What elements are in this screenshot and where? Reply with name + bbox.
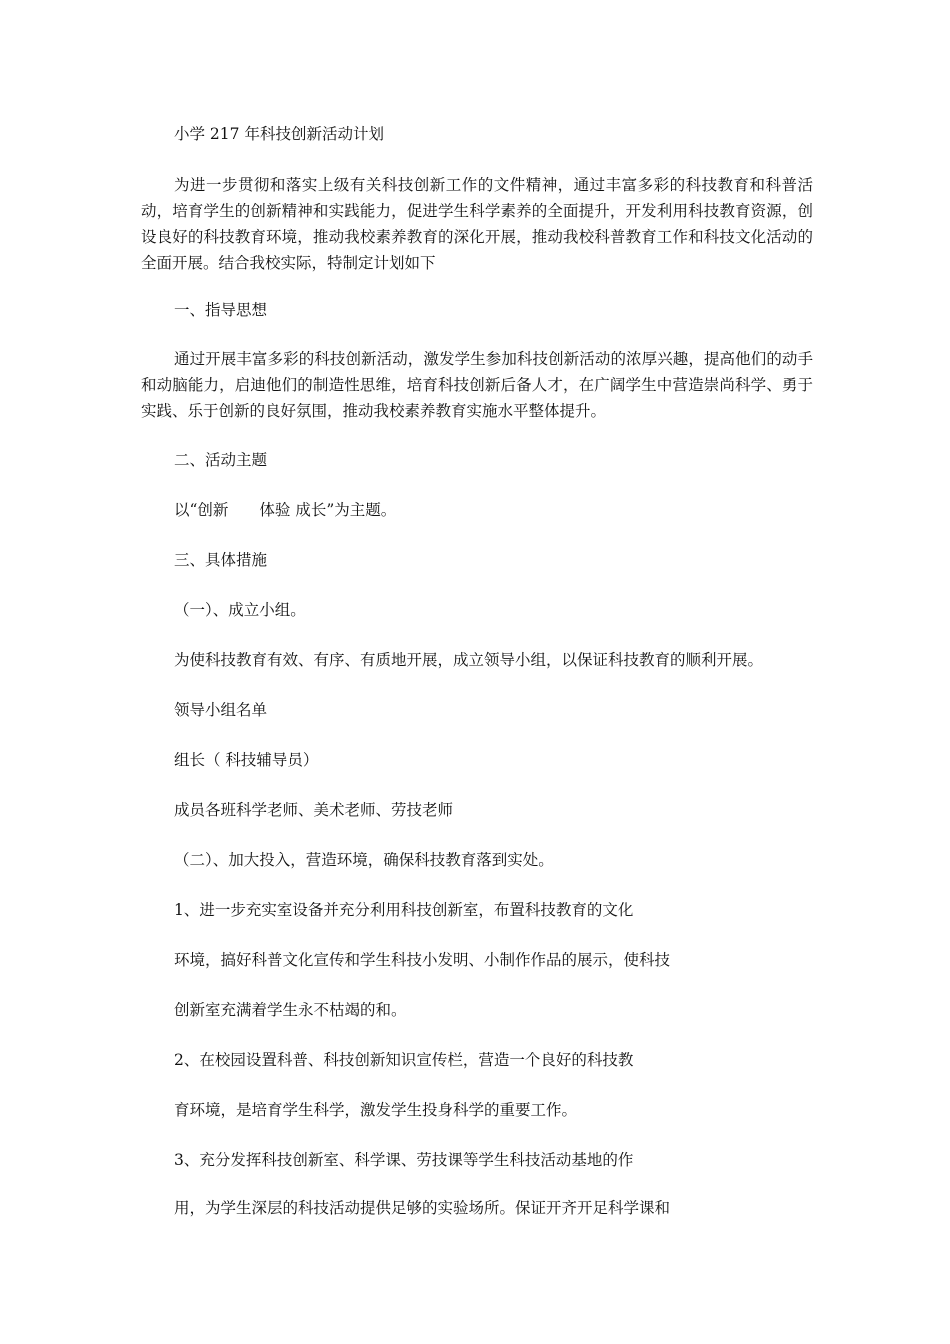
guiding-thought-paragraph: 通过开展丰富多彩的科技创新活动，激发学生参加科技创新活动的浓厚兴趣，提高他们的动手和动脑能力，启迪他们的制造性思维，培育科技创新后备人才，在广阔学生中营造崇尚科学、勇于实践、乐于创新的良好氛围，推动我校素养教育实施水平整体提升。 bbox=[141, 350, 813, 420]
item-3-line-2: 用，为学生深层的科技活动提供足够的实验场所。保证开齐开足科学课和 bbox=[174, 1199, 671, 1217]
section-heading-guiding-thought: 一、指导思想 bbox=[174, 301, 268, 319]
intro-paragraph: 为进一步贯彻和落实上级有关科技创新工作的文件精神，通过丰富多彩的科技教育和科普活动，培育学生的创新精神和实践能力，促进学生科学素养的全面提升，开发利用科技教育资源，创设良好的科技教育环境，推动我校素养教育的深化开展，推动我校科普教育工作和科技文化活动的全面开展。结合我校实际，特制定计划如下 bbox=[141, 176, 813, 272]
leaders-list-title: 领导小组名单 bbox=[174, 701, 268, 719]
subsection-heading-group: （一）、成立小组。 bbox=[174, 601, 306, 619]
leader-members-line: 成员各班科学老师、美术老师、劳技老师 bbox=[174, 801, 454, 819]
section-heading-measures: 三、具体措施 bbox=[174, 551, 268, 569]
group-paragraph: 为使科技教育有效、有序、有质地开展，成立领导小组，以保证科技教育的顺利开展。 bbox=[174, 651, 764, 669]
section-heading-theme: 二、活动主题 bbox=[174, 451, 268, 469]
item-1-line-1: 1、进一步充实室设备并充分利用科技创新室，布置科技教育的文化 bbox=[174, 901, 634, 919]
item-2-line-2: 育环境，是培育学生科学，激发学生投身科学的重要工作。 bbox=[174, 1101, 578, 1119]
theme-paragraph: 以“创新 体验 成长”为主题。 bbox=[174, 501, 397, 519]
leader-head-line: 组长（ 科技辅导员） bbox=[174, 751, 319, 769]
item-3-line-1: 3、充分发挥科技创新室、科学课、劳技课等学生科技活动基地的作 bbox=[174, 1151, 634, 1169]
subsection-heading-investment: （二）、加大投入，营造环境，确保科技教育落到实处。 bbox=[174, 851, 554, 869]
item-1-line-2: 环境，搞好科普文化宣传和学生科技小发明、小制作作品的展示，使科技 bbox=[174, 951, 671, 969]
item-1-line-3: 创新室充满着学生永不枯竭的和。 bbox=[174, 1001, 407, 1019]
document-title: 小学 217 年科技创新活动计划 bbox=[174, 125, 384, 143]
item-2-line-1: 2、在校园设置科普、科技创新知识宣传栏，营造一个良好的科技教 bbox=[174, 1051, 634, 1069]
